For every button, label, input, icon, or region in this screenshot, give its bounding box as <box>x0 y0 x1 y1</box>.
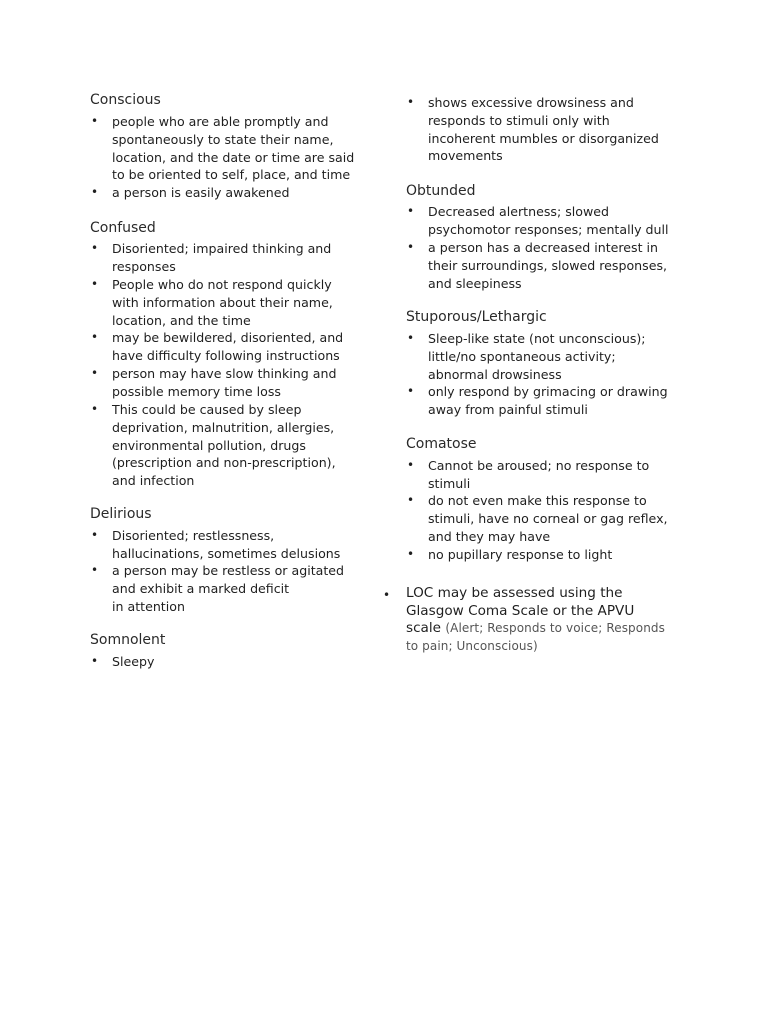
comatose-item-3: • no pupillary response to light <box>428 546 612 564</box>
confused-item-2: • People who do not respond quickly with information about their name, location, and the time <box>112 276 333 329</box>
loc-note-paren: (Alert; Responds to voice; Responds to pain; Unconscious) <box>406 621 665 653</box>
heading-somnolent: Somnolent <box>90 632 166 648</box>
loc-bullet: • <box>383 588 391 602</box>
confused-item-5: • This could be caused by sleep deprivation, malnutrition, allergies, environmental pollution, drugs (prescription and non-prescription), and infection <box>112 401 336 490</box>
confused-item-1: • Disoriented; impaired thinking and responses <box>112 240 331 276</box>
comatose-item-1: • Cannot be aroused; no response to stimuli <box>428 457 649 493</box>
obtunded-item-2: • a person has a decreased interest in their surroundings, slowed responses, and sleepiness <box>428 239 667 292</box>
heading-delirious: Delirious <box>90 506 152 522</box>
somnolent-item-2: • shows excessive drowsiness and responds to stimuli only with incoherent mumbles or disorganized movements <box>428 94 659 165</box>
delirious-item-2: • a person may be restless or agitated and exhibit a marked deficit in attention <box>112 562 344 615</box>
loc-note <box>406 585 696 655</box>
heading-confused: Confused <box>90 220 156 236</box>
confused-item-4: • person may have slow thinking and possible memory time loss <box>112 365 336 401</box>
confused-item-3: • may be bewildered, disoriented, and have difficulty following instructions <box>112 329 343 365</box>
heading-stuporous: Stuporous/Lethargic <box>406 309 547 325</box>
heading-comatose: Comatose <box>406 436 477 452</box>
heading-conscious: Conscious <box>90 92 161 108</box>
conscious-item-2: • a person is easily awakened <box>112 184 290 202</box>
conscious-item-1: • people who are able promptly and spontaneously to state their name, location, and the date or time are said to be oriented to self, place, and time <box>112 113 354 184</box>
heading-obtunded: Obtunded <box>406 183 476 199</box>
somnolent-item-1: • Sleepy <box>112 653 154 671</box>
obtunded-item-1: • Decreased alertness; slowed psychomotor responses; mentally dull <box>428 203 669 239</box>
loc-note-main: LOC may be assessed using the Glasgow Coma Scale or the APVU scale <box>406 585 635 636</box>
comatose-item-2: • do not even make this response to stimuli, have no corneal or gag reflex, and they may have <box>428 492 668 545</box>
stuporous-item-1: • Sleep-like state (not unconscious); little/no spontaneous activity; abnormal drowsiness <box>428 330 646 383</box>
delirious-item-1: • Disoriented; restlessness, hallucinations, sometimes delusions <box>112 527 340 563</box>
stuporous-item-2: • only respond by grimacing or drawing away from painful stimuli <box>428 383 668 419</box>
